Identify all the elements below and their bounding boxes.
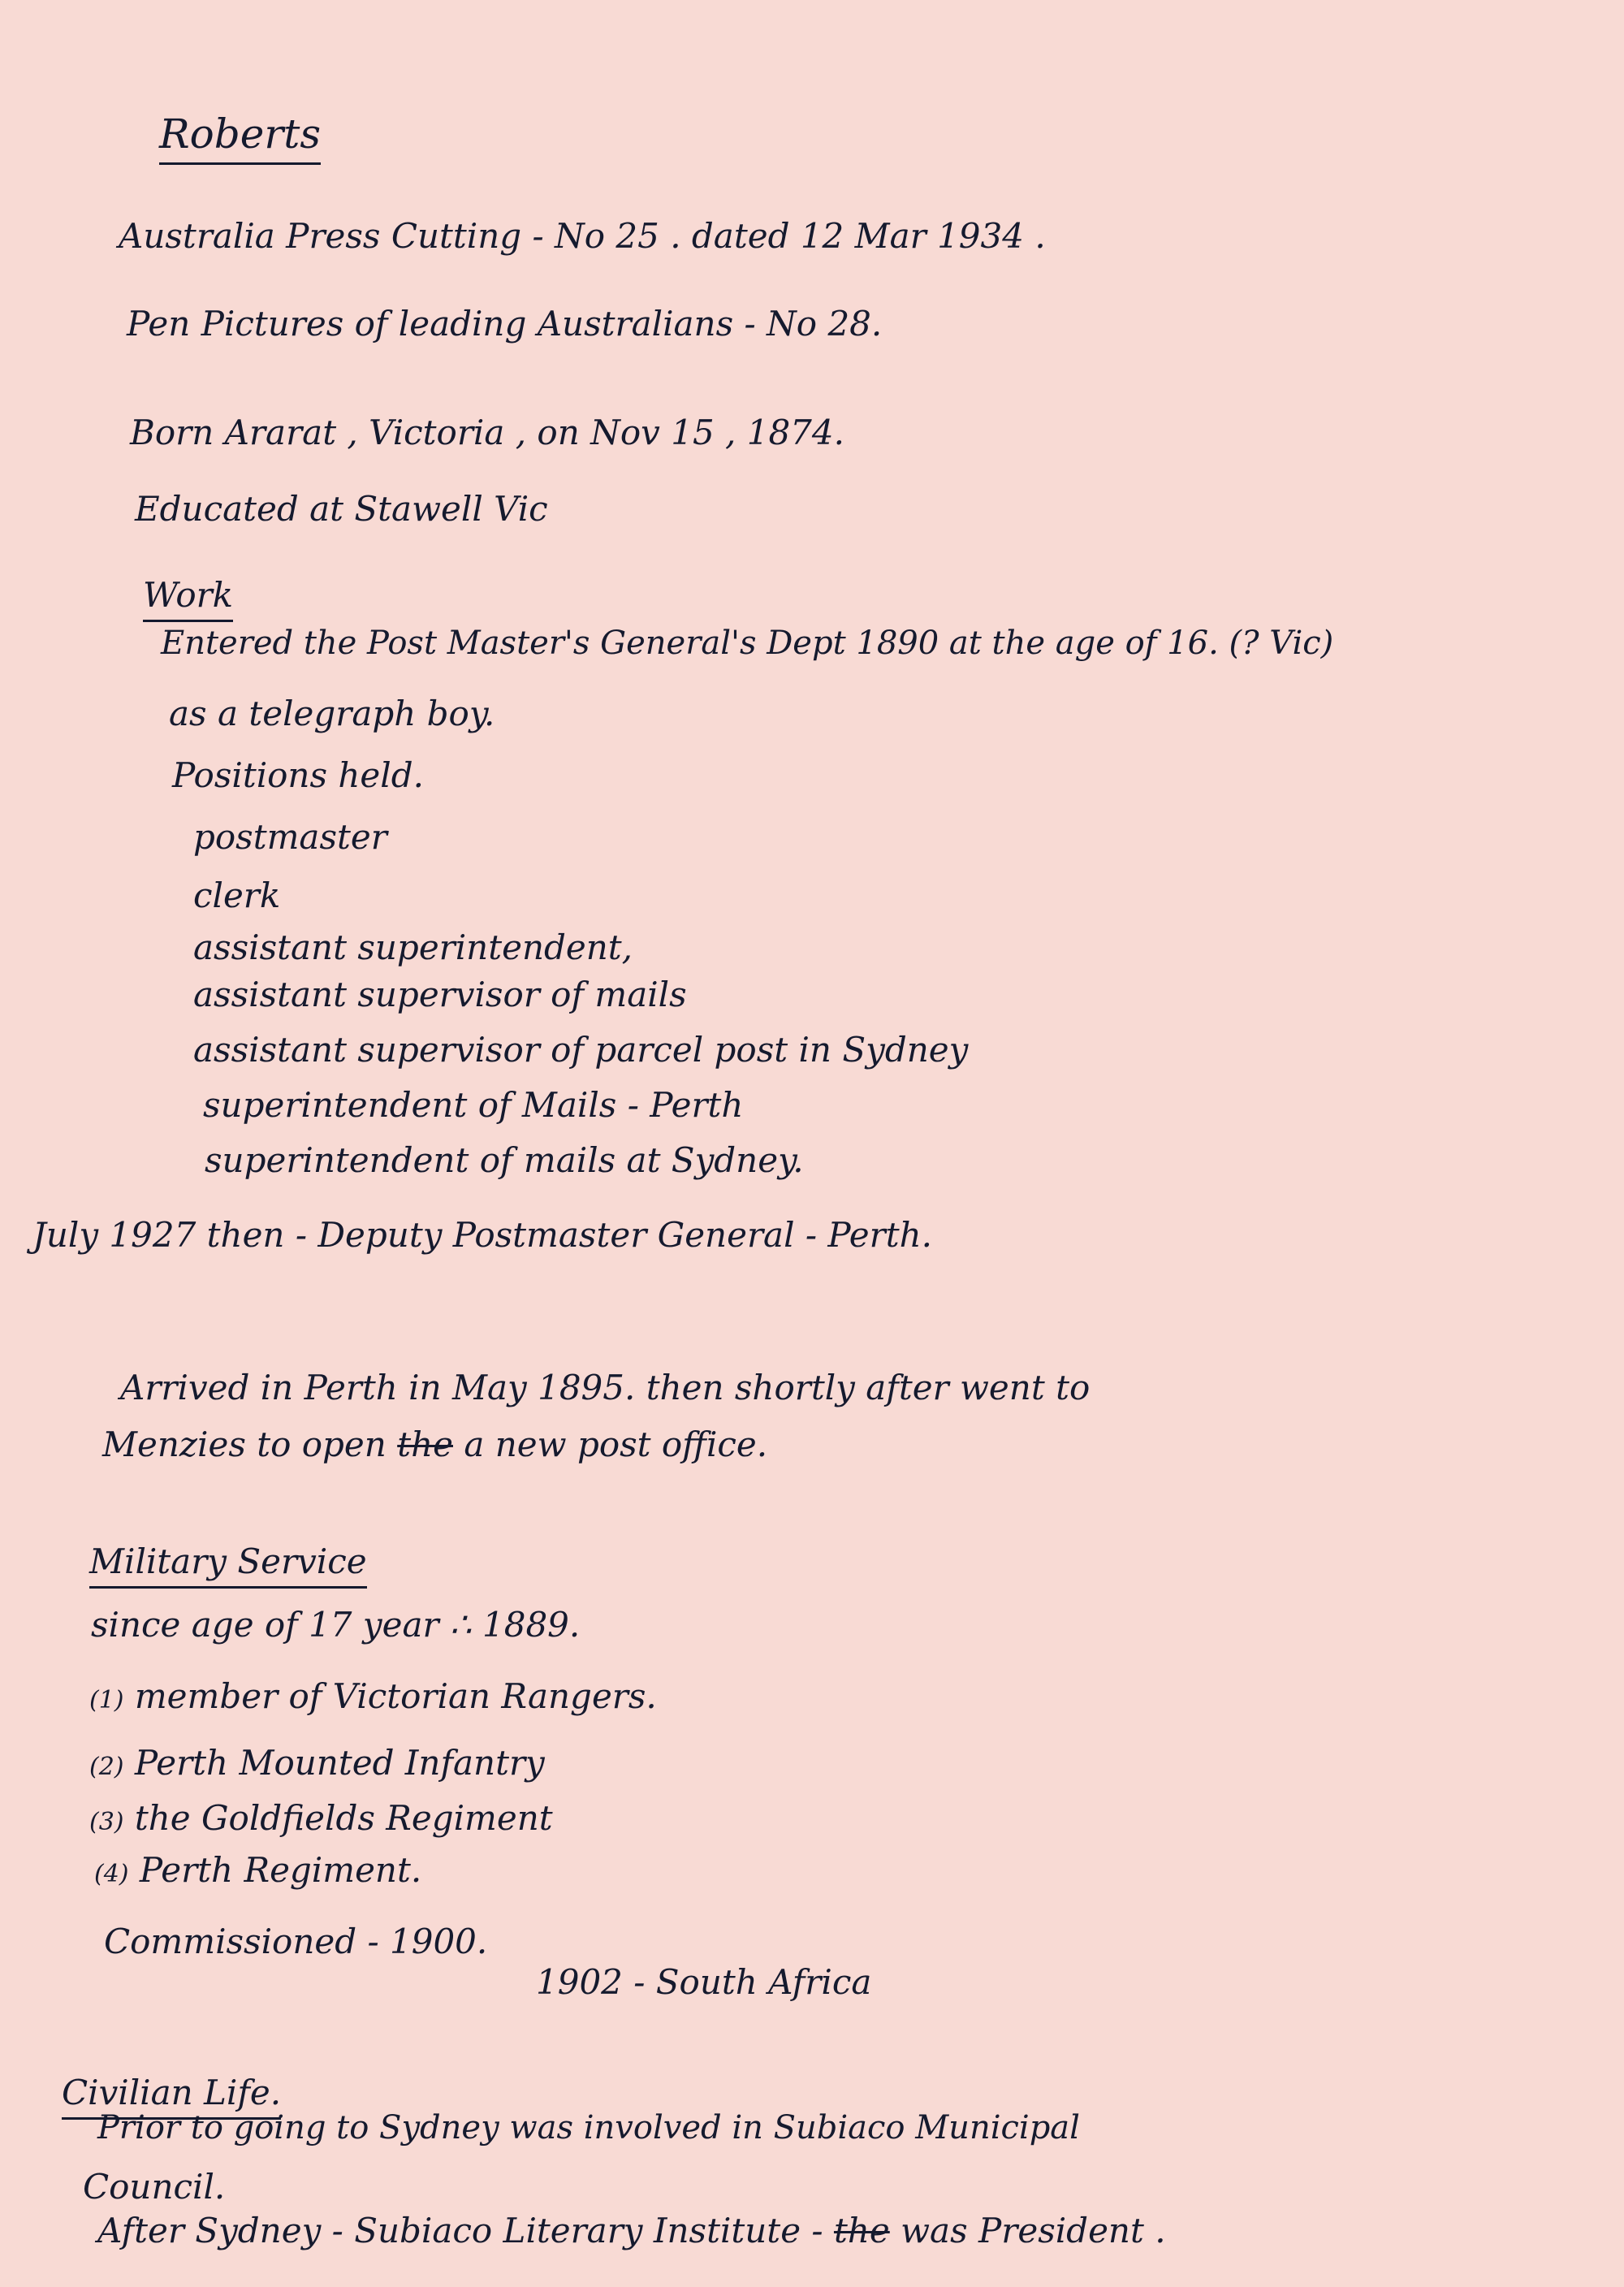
position-item: clerk xyxy=(193,875,281,915)
civilian-text-a: After Sydney - Subiaco Literary Institute - xyxy=(97,2211,823,2250)
educated-line: Educated at Stawell Vic xyxy=(135,489,548,529)
born-line: Born Ararat , Victoria , on Nov 15 , 1874. xyxy=(130,413,844,452)
position-item: assistant supervisor of mails xyxy=(193,975,687,1014)
work-heading xyxy=(143,575,234,615)
item-number: (2) xyxy=(89,1753,124,1781)
struck-word: the xyxy=(833,2211,890,2250)
commissioned-line: Commissioned - 1900. xyxy=(104,1922,488,1961)
military-item xyxy=(89,1743,545,1783)
item-text: Perth Regiment. xyxy=(139,1850,422,1890)
civilian-heading-text: Civilian Life. xyxy=(62,2073,281,2120)
position-item: July 1927 then - Deputy Postmaster General - Perth. xyxy=(32,1215,932,1255)
military-item xyxy=(89,1798,553,1838)
arrived-text-b: a new post office. xyxy=(464,1425,768,1464)
source-line-1: Australia Press Cutting - No 25 . dated 12 Mar 1934 . xyxy=(119,216,1046,256)
military-intro: since age of 17 year ∴ 1889. xyxy=(91,1605,581,1645)
position-item: assistant supervisor of parcel post in Sydney xyxy=(193,1030,969,1070)
title-text: Roberts xyxy=(159,110,321,165)
position-item: assistant superintendent, xyxy=(193,927,633,967)
civilian-heading xyxy=(62,2073,282,2112)
item-number: (3) xyxy=(89,1808,124,1836)
arrived-text-a: Menzies to open xyxy=(102,1425,387,1464)
position-item: superintendent of mails at Sydney. xyxy=(205,1140,804,1180)
positions-heading: Positions held. xyxy=(172,755,424,795)
item-text: Perth Mounted Infantry xyxy=(134,1743,545,1783)
item-number: (4) xyxy=(94,1860,129,1888)
work-line-1: Entered the Post Master's General's Dept 1890 at the age of 16. (? Vic) xyxy=(161,625,1334,662)
item-text: the Goldfields Regiment xyxy=(134,1798,553,1838)
page-title xyxy=(159,110,321,158)
work-heading-text: Work xyxy=(143,575,233,622)
civilian-line-2: Council. xyxy=(83,2167,226,2207)
civilian-line-3 xyxy=(97,2211,1166,2250)
position-item: postmaster xyxy=(193,817,387,857)
south-africa-line: 1902 - South Africa xyxy=(536,1962,872,2002)
item-number: (1) xyxy=(89,1686,124,1714)
civilian-line-1: Prior to going to Sydney was involved in Subiaco Municipal xyxy=(97,2109,1080,2146)
military-heading-text: Military Service xyxy=(89,1541,367,1589)
work-line-2: as a telegraph boy. xyxy=(169,694,495,733)
military-item xyxy=(94,1850,422,1890)
military-heading xyxy=(89,1541,367,1581)
position-item: superintendent of Mails - Perth xyxy=(203,1085,744,1125)
civilian-text-b: was President . xyxy=(901,2211,1166,2250)
source-line-2: Pen Pictures of leading Australians - No 28. xyxy=(127,304,883,344)
military-item xyxy=(89,1676,657,1716)
item-text: member of Victorian Rangers. xyxy=(134,1676,657,1716)
arrived-line-2 xyxy=(102,1425,768,1464)
struck-word: the xyxy=(397,1425,453,1464)
arrived-line-1: Arrived in Perth in May 1895. then shortly after went to xyxy=(120,1368,1091,1407)
